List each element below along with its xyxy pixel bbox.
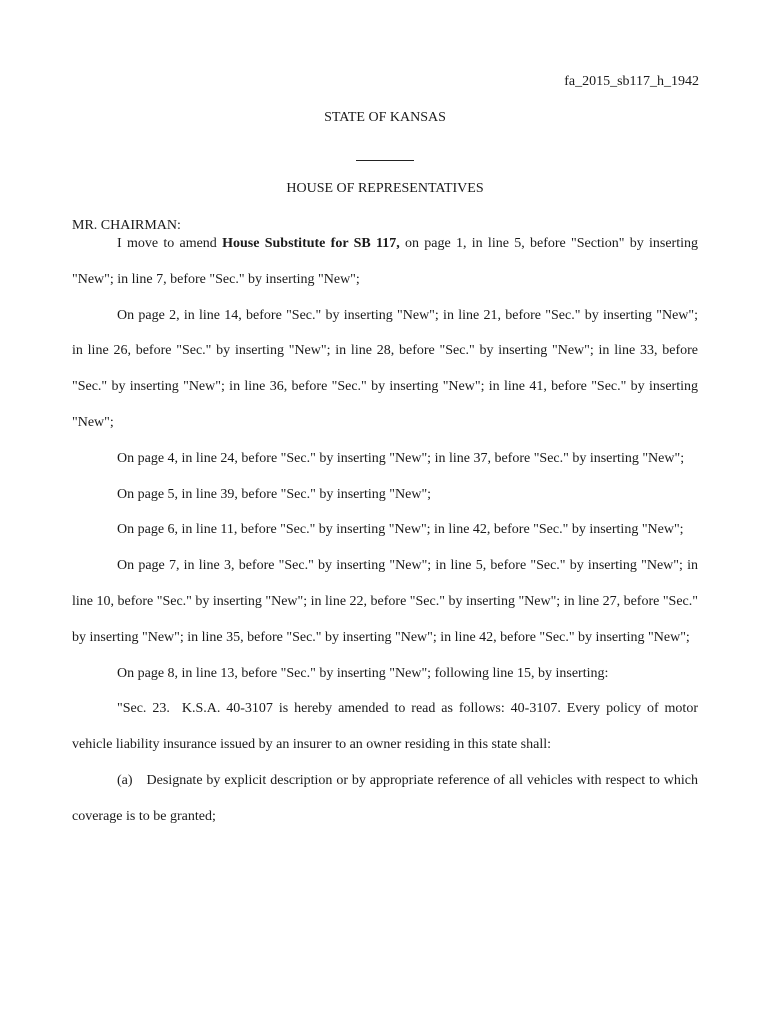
amendment-paragraph-page-8: On page 8, in line 13, before "Sec." by inserting "New"; following line 15, by inserting: — [117, 665, 609, 681]
chamber-heading: HOUSE OF REPRESENTATIVES — [286, 181, 484, 196]
salutation: MR. CHAIRMAN: — [72, 218, 181, 233]
amendment-paragraph-page-5: On page 5, in line 39, before "Sec." by inserting "New"; — [117, 486, 432, 502]
intro-paragraph — [72, 226, 698, 298]
amendment-paragraph-page-6: On page 6, in line 11, before "Sec." by inserting "New"; in line 42, before "Sec." by inserting "New"; — [117, 522, 684, 538]
subsection-text: Designate by explicit description or by appropriate reference of all vehicles with respect to which coverage is to be granted; — [72, 772, 698, 824]
document-id: fa_2015_sb117_h_1942 — [564, 74, 699, 89]
section-label: "Sec. 23. — [117, 701, 170, 717]
section-text: K.S.A. 40-3107 is hereby amended to read as follows: 40-3107. Every policy of motor vehicle liability insurance issued by an insurer to an owner residing in this state shall: — [72, 701, 698, 753]
subsection-label: (a) — [117, 772, 133, 788]
amendment-paragraph-page-2: On page 2, in line 14, before "Sec." by inserting "New"; in line 21, before "Sec." by inserting "New"; in line 26, before "Sec." by inserting "New"; in line 28, before "Sec." by inserting "New"; in line 33, before "Sec." by inserting "New"; in line 36, before "Sec." by inserting "New"; in line 41, before "Sec." by inserting "New"; — [72, 307, 698, 430]
heading-divider — [356, 160, 414, 161]
intro-rest: on page 1, in line 5, before "Section" by inserting "New"; in line 7, before "Sec." by inserting "New"; — [72, 236, 698, 287]
subsection-a-paragraph — [72, 763, 698, 835]
amendment-body — [72, 226, 698, 835]
amendment-paragraph-page-4: On page 4, in line 24, before "Sec." by inserting "New"; in line 37, before "Sec." by inserting "New"; — [117, 450, 685, 466]
amendment-paragraph-page-7: On page 7, in line 3, before "Sec." by inserting "New"; in line 5, before "Sec." by inserting "New"; in line 10, before "Sec." by inserting "New"; in line 22, before "Sec." by inserting "New"; in line 27, before "Sec." by inserting "New"; in line 35, before "Sec." by inserting "New"; in line 42, before "Sec." by inserting "New"; — [72, 558, 698, 645]
section-23-paragraph — [72, 691, 698, 763]
bill-name: House Substitute for SB 117, — [222, 236, 400, 251]
state-heading: STATE OF KANSAS — [324, 110, 446, 125]
intro-lead: I move to amend — [117, 236, 223, 251]
